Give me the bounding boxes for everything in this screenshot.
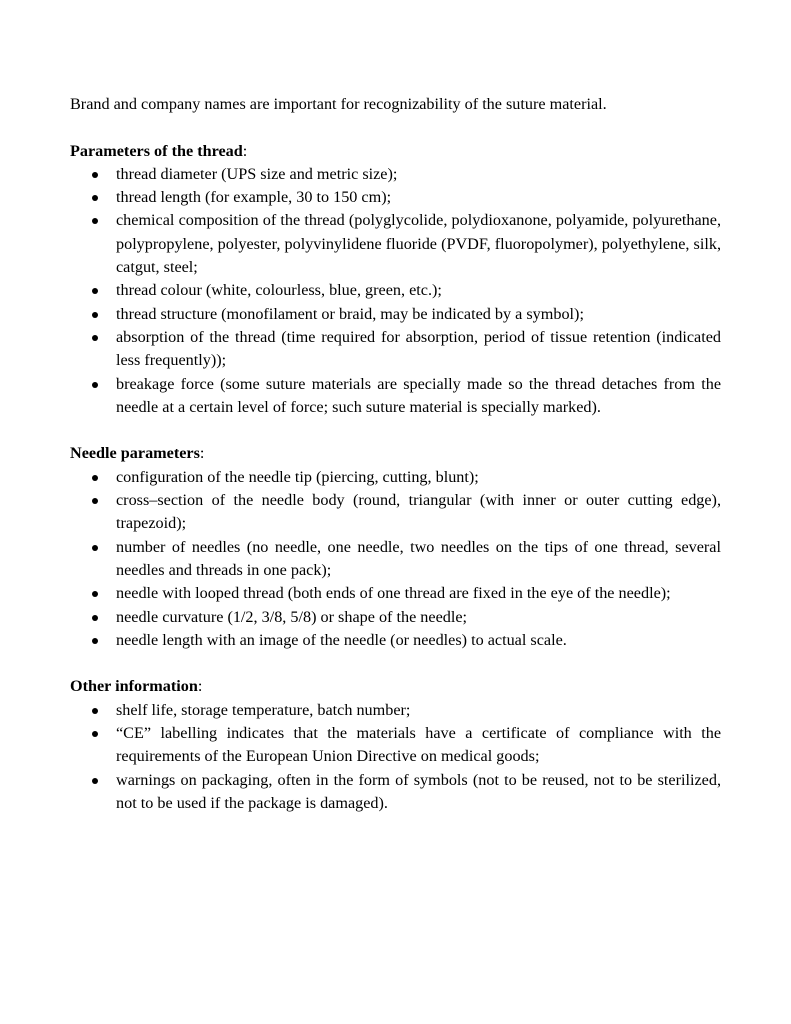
bullet-icon xyxy=(92,218,98,224)
list-item-text: cross–section of the needle body (round, triangular (with inner or outer cutting edge), trapezoid); xyxy=(116,491,721,533)
bullet-icon xyxy=(92,382,98,388)
list-item-text: breakage force (some suture materials are specially made so the thread detaches from the needle at a certain level of force; such suture material is specially marked). xyxy=(116,374,721,416)
bullet-icon xyxy=(92,638,98,644)
section-other-information xyxy=(70,675,721,815)
bullet-icon xyxy=(92,335,98,341)
list-item-text: thread diameter (UPS size and metric size); xyxy=(116,164,398,183)
section-heading xyxy=(70,675,721,698)
list-item xyxy=(70,466,721,489)
bullet-icon xyxy=(92,615,98,621)
list-item-text: configuration of the needle tip (piercing, cutting, blunt); xyxy=(116,467,479,486)
heading-colon: : xyxy=(197,677,203,696)
bullet-icon xyxy=(92,778,98,784)
bullet-icon xyxy=(92,731,98,737)
bullet-icon xyxy=(92,312,98,318)
list-item xyxy=(70,186,721,209)
section-heading-text: Parameters of the thread xyxy=(70,141,243,160)
bullet-icon xyxy=(92,172,98,178)
document-page xyxy=(70,93,721,815)
list-item xyxy=(70,722,721,769)
list-item xyxy=(70,209,721,279)
list-item xyxy=(70,279,721,302)
list-item-text: thread colour (white, colourless, blue, green, etc.); xyxy=(116,281,442,300)
list-item-text: chemical composition of the thread (polyglycolide, polydioxanone, polyamide, polyurethane, polypropylene, polyester, polyvinylidene fluoride (PVDF, fluoropolymer), polyethylene, silk, catgut, steel; xyxy=(116,211,721,277)
list-item xyxy=(70,629,721,652)
list-item-text: shelf life, storage temperature, batch number; xyxy=(116,700,411,719)
bullet-icon xyxy=(92,591,98,597)
bullet-list xyxy=(70,699,721,815)
list-item-text: needle curvature (1/2, 3/8, 5/8) or shape of the needle; xyxy=(116,607,468,626)
list-item-text: needle with looped thread (both ends of one thread are fixed in the eye of the needle); xyxy=(116,584,671,603)
list-item-text: thread structure (monofilament or braid, may be indicated by a symbol); xyxy=(116,304,584,323)
bullet-list xyxy=(70,466,721,652)
bullet-icon xyxy=(92,475,98,481)
heading-colon: : xyxy=(199,444,205,463)
list-item-text: “CE” labelling indicates that the materials have a certificate of compliance with the requirements of the European Union Directive on medical goods; xyxy=(116,724,721,766)
list-item xyxy=(70,489,721,536)
list-item xyxy=(70,582,721,605)
list-item-text: thread length (for example, 30 to 150 cm); xyxy=(116,188,392,207)
section-heading-text: Needle parameters xyxy=(70,444,200,463)
list-item-text: absorption of the thread (time required for absorption, period of tissue retention (indicated less frequently)); xyxy=(116,327,721,370)
list-item xyxy=(70,606,721,629)
bullet-icon xyxy=(92,195,98,201)
section-heading xyxy=(70,442,721,465)
section-heading-text: Other information xyxy=(70,677,198,696)
bullet-icon xyxy=(92,708,98,714)
list-item xyxy=(70,373,721,420)
list-item xyxy=(70,769,721,816)
bullet-icon xyxy=(92,288,98,294)
section-thread-parameters xyxy=(70,140,721,420)
section-needle-parameters xyxy=(70,442,721,652)
bullet-icon xyxy=(92,498,98,504)
list-item xyxy=(70,699,721,722)
intro-paragraph: Brand and company names are important for recognizability of the suture material. xyxy=(70,95,607,113)
bullet-list xyxy=(70,163,721,419)
list-item xyxy=(70,536,721,583)
section-heading xyxy=(70,140,721,163)
list-item xyxy=(70,326,721,373)
list-item-text: number of needles (no needle, one needle, two needles on the tips of one thread, several needles and threads in one pack); xyxy=(116,537,721,579)
list-item xyxy=(70,303,721,326)
list-item-text: needle length with an image of the needle (or needles) to actual scale. xyxy=(116,630,567,649)
list-item xyxy=(70,163,721,186)
bullet-icon xyxy=(92,545,98,551)
list-item-text: warnings on packaging, often in the form of symbols (not to be reused, not to be sterilized, not to be used if the package is damaged). xyxy=(116,770,721,812)
heading-colon: : xyxy=(242,141,248,160)
